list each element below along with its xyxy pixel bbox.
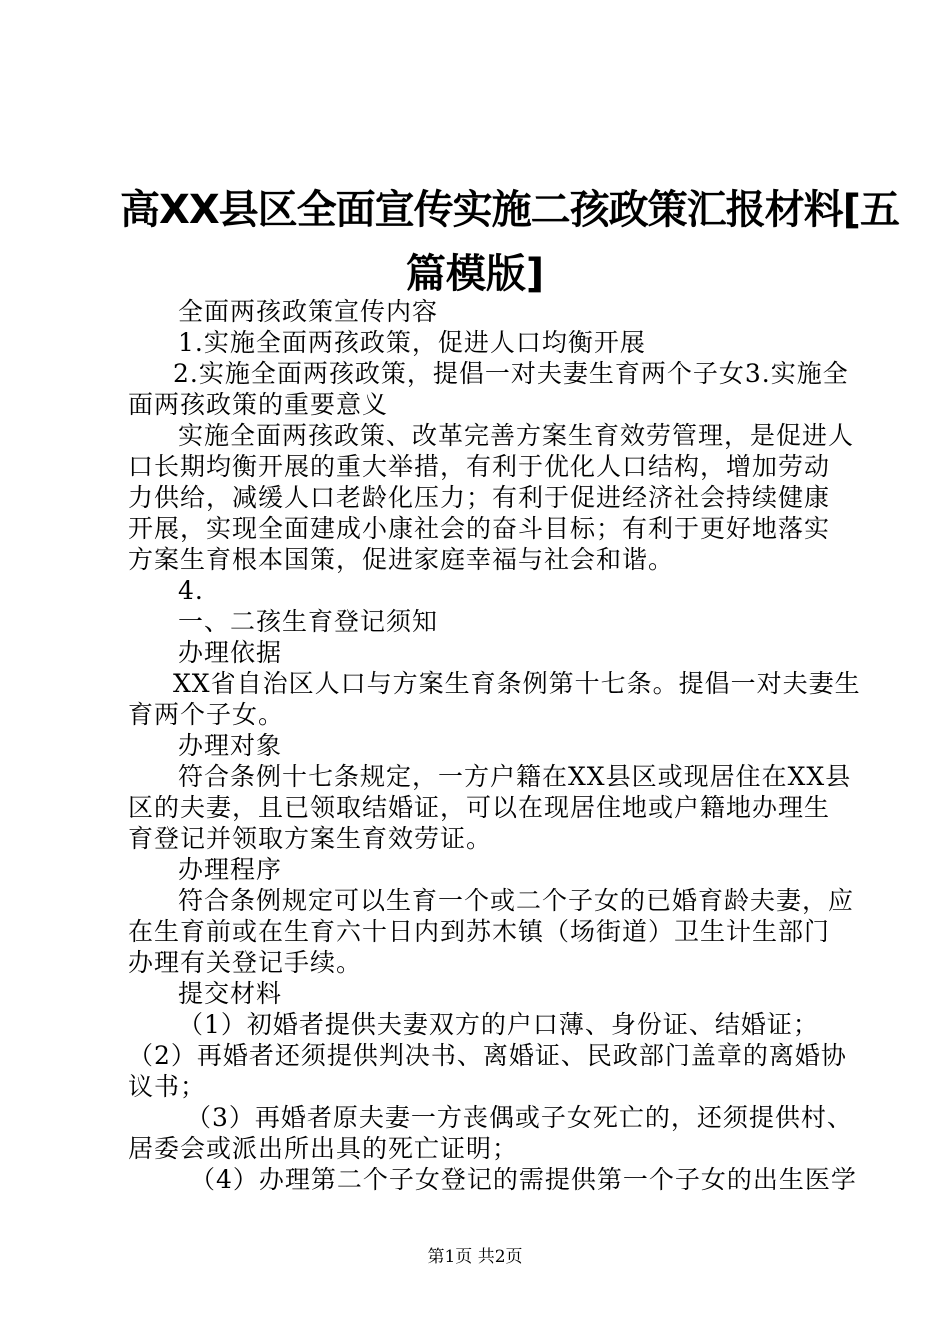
paragraph-line: 办理对象 xyxy=(178,731,283,760)
paragraph-line: 符合条例十七条规定，一方户籍在XX县区或现居住在XX县 xyxy=(178,762,852,791)
paragraph-line: （1）初婚者提供夫妻双方的户口薄、身份证、结婚证； xyxy=(178,1010,819,1039)
paragraph-line: 议书； xyxy=(128,1072,207,1101)
paragraph-line: 2.实施全面两孩政策，提倡一对夫妻生育两个子女3.实施全 xyxy=(173,359,849,388)
paragraph-line: 开展，实现全面建成小康社会的奋斗目标；有利于更好地落实 xyxy=(128,514,831,543)
page-footer: 第1页 共2页 xyxy=(427,1247,523,1267)
paragraph-line: 育登记并领取方案生育效劳证。 xyxy=(128,824,493,853)
paragraph-line: 全面两孩政策宣传内容 xyxy=(178,297,439,326)
paragraph-line: （2）再婚者还须提供判决书、离婚证、民政部门盖章的离婚协 xyxy=(128,1041,847,1070)
paragraph-line: 方案生育根本国策，促进家庭幸福与社会和谐。 xyxy=(128,545,675,574)
document-body xyxy=(128,296,861,1195)
paragraph-line: 提交材料 xyxy=(178,979,283,1008)
document-title-line-1: 高XX县区全面宣传实施二孩政策汇报材料[五 xyxy=(120,187,899,233)
paragraph-line: 居委会或派出所出具的死亡证明； xyxy=(128,1134,519,1163)
paragraph-line: 办理程序 xyxy=(178,855,283,884)
document-title-line-2: 篇模版] xyxy=(405,251,545,297)
paragraph-line: 育两个子女。 xyxy=(128,700,285,729)
paragraph-line: 4. xyxy=(178,576,204,605)
paragraph-line: 面两孩政策的重要意义 xyxy=(128,390,389,419)
paragraph-line: 办理依据 xyxy=(178,638,283,667)
paragraph-line: （4）办理第二个子女登记的需提供第一个子女的出生医学 xyxy=(190,1165,857,1194)
paragraph-line: 办理有关登记手续。 xyxy=(128,948,363,977)
paragraph-line: （3）再婚者原夫妻一方丧偶或子女死亡的，还须提供村、 xyxy=(186,1103,853,1132)
paragraph-line: 口长期均衡开展的重大举措，有利于优化人口结构，增加劳动 xyxy=(128,452,831,481)
paragraph-line: 实施全面两孩政策、改革完善方案生育效劳管理，是促进人 xyxy=(178,421,855,450)
paragraph-line: 力供给，减缓人口老龄化压力；有利于促进经济社会持续健康 xyxy=(128,483,831,512)
paragraph-line: XX省自治区人口与方案生育条例第十七条。提倡一对夫妻生 xyxy=(173,669,861,698)
paragraph-line: 一、二孩生育登记须知 xyxy=(178,607,439,636)
paragraph-line: 区的夫妻，且已领取结婚证，可以在现居住地或户籍地办理生 xyxy=(128,793,831,822)
paragraph-line: 在生育前或在生育六十日内到苏木镇（场街道）卫生计生部门 xyxy=(128,917,831,946)
paragraph-line: 符合条例规定可以生育一个或二个子女的已婚育龄夫妻，应 xyxy=(178,886,855,915)
paragraph-line: 1.实施全面两孩政策，促进人口均衡开展 xyxy=(178,328,646,357)
